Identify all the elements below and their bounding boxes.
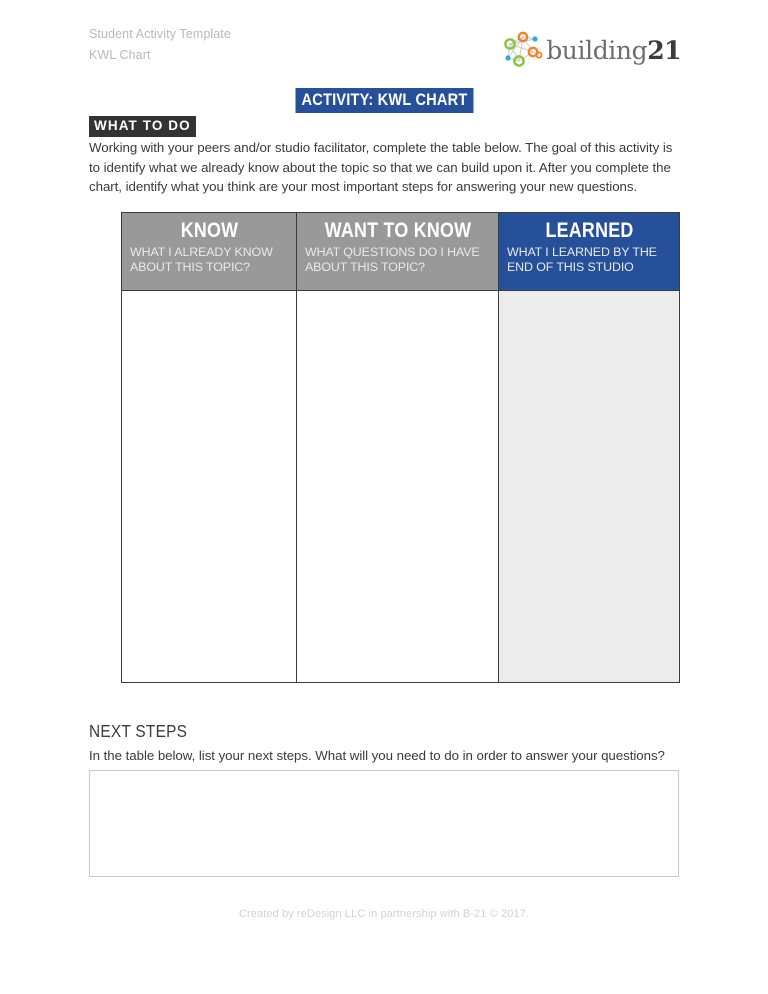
kwl-header-learned (499, 213, 679, 291)
kwl-header-subtitle-learned (507, 245, 672, 276)
kwl-header-want-to-know (297, 213, 498, 291)
template-label: Student Activity Template (89, 27, 231, 41)
next-steps-description: In the table below, list your next steps. What will you need to do in order to answer your questions? (89, 748, 665, 763)
logo-wordmark: building (546, 35, 648, 65)
kwl-cell-learned[interactable] (499, 291, 679, 682)
footer-credit: Created by reDesign LLC in partnership with B-21 © 2017. (238, 908, 530, 920)
activity-title-container (0, 88, 768, 113)
kwl-header-subtitle-know-line2: ABOUT THIS TOPIC? (130, 260, 250, 275)
next-steps-input-box[interactable] (89, 770, 679, 877)
document-meta (89, 24, 231, 66)
kwl-header-know (122, 213, 296, 291)
kwl-header-subtitle-want-line2: ABOUT THIS TOPIC? (305, 260, 425, 275)
kwl-header-title-know: KNOW (180, 219, 239, 242)
kwl-header-subtitle-know-line1: WHAT I ALREADY KNOW (130, 244, 273, 259)
kwl-column-want-to-know (297, 213, 499, 682)
activity-title: ACTIVITY: KWL CHART (295, 88, 473, 113)
next-steps-heading: NEXT STEPS (89, 721, 188, 741)
kwl-header-title-want-to-know: WANT TO KNOW (324, 219, 472, 242)
kwl-table (121, 212, 680, 683)
kwl-cell-want-to-know[interactable] (297, 291, 498, 682)
kwl-header-subtitle-learned-line2: END OF THIS STUDIO (507, 260, 634, 275)
page-header (89, 24, 679, 84)
kwl-header-subtitle-learned-line1: WHAT I LEARNED BY THE (507, 244, 657, 259)
kwl-cell-know[interactable] (122, 291, 296, 682)
kwl-column-learned (499, 213, 679, 682)
kwl-header-subtitle-know (130, 245, 289, 276)
kwl-header-subtitle-want-line1: WHAT QUESTIONS DO I HAVE (305, 244, 480, 259)
building21-network-logo-icon (497, 28, 547, 72)
logo-number: 21 (647, 35, 681, 65)
kwl-header-subtitle-want-to-know (305, 245, 491, 276)
what-to-do-body: Working with your peers and/or studio facilitator, complete the table below. The goal of this activity is to identify what we already know about the topic so that we can build upon it. After you complete the chart, identify what you think are your most important steps for answering your new questions. (89, 140, 673, 194)
document-title-label: KWL Chart (89, 48, 151, 62)
kwl-column-know (122, 213, 297, 682)
brand-logo (497, 24, 681, 76)
kwl-header-title-learned: LEARNED (545, 219, 634, 242)
what-to-do-heading: WHAT TO DO (89, 116, 196, 137)
